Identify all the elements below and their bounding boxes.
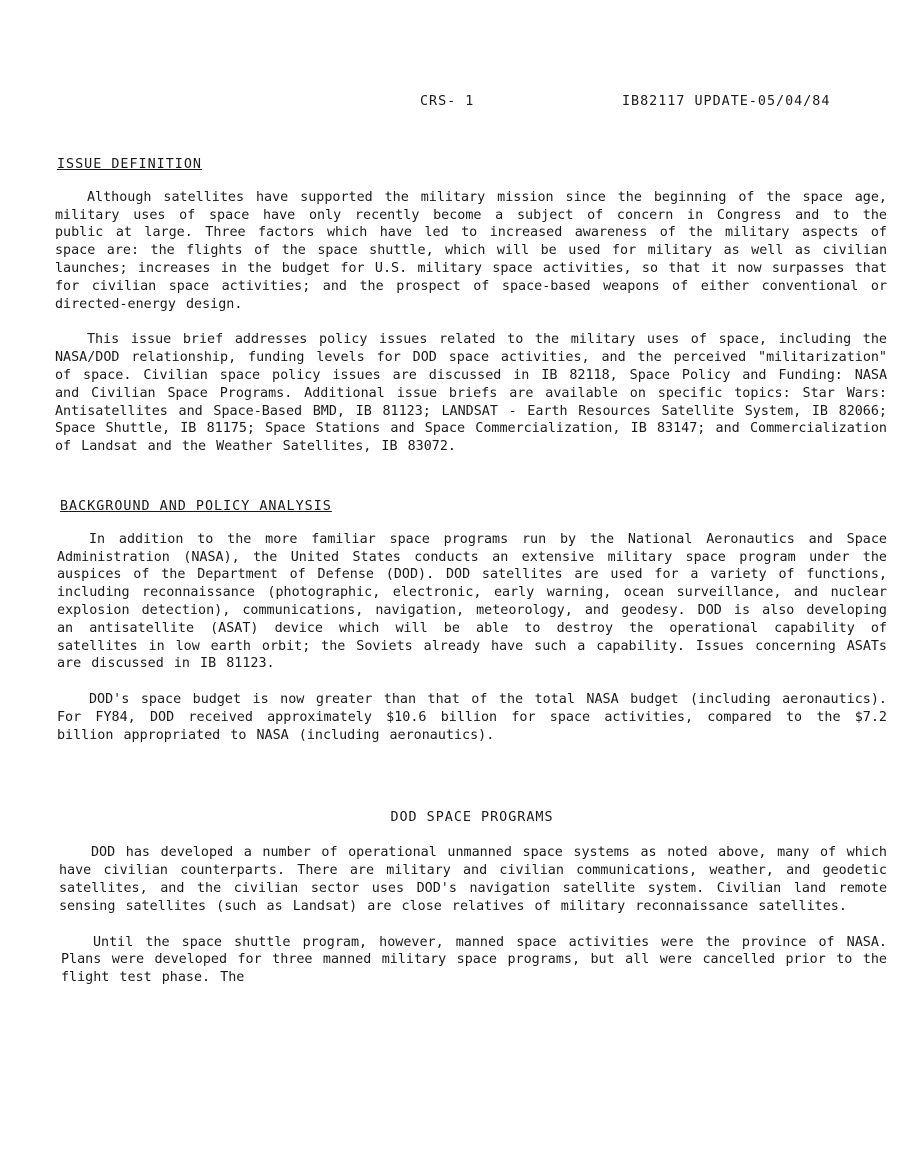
issue-definition-paragraph-1: Although satellites have supported the military mission since the beginning of the space age, military uses of space have only recently become a subject of concern in Congress and to the public at large. Three factors which have led to increased awareness of the military aspects of space are: the flights of the space shuttle, which will be used for military as well as civilian launches; increases in the budget for U.S. military space activities, so that it now surpasses that for civilian space activities; and the prospect of space-based weapons of either conventional or directed-energy design.: [55, 189, 887, 312]
dod-programs-paragraph-2: Until the space shuttle program, however, manned space activities were the province of NASA. Plans were developed for three manned military space programs, but all were cancelled prior to the flight test phase. The: [61, 934, 887, 986]
background-paragraph-2: DOD's space budget is now greater than that of the total NASA budget (including aeronautics). For FY84, DOD received approximately $10.6 billion for space activities, compared to the $7.2 billion appropriated to NASA (including aeronautics).: [57, 692, 887, 743]
issue-definition-paragraph-2: This issue brief addresses policy issues related to the military uses of space, including the NASA/DOD relationship, funding levels for DOD space activities, and the perceived "militarization" of space. Civilian space policy issues are discussed in IB 82118, Space Policy and Funding: NASA and Civilian Space Programs. Additional issue briefs are available on specific topics: Star Wars: Antisatellites and Space-Based BMD, IB 81123; LANDSAT - Earth Resources Satellite System, IB 82066; Space Shuttle, IB 81175; Space Stations and Space Commercialization, IB 83147; and Commercialization of Landsat and the Weather Satellites, IB 83072.: [55, 332, 887, 455]
background-paragraph-1: In addition to the more familiar space programs run by the National Aeronautics and Space Administration (NASA), the United States conducts an extensive military space program under the auspices of the Department of Defense (DOD). DOD satellites are used for a variety of functions, including reconnaissance (photographic, electronic, early warning, ocean surveillance, and nuclear explosion detection), communications, navigation, meteorology, and geodesy. DOD is also developing an antisatellite (ASAT) device which will be able to destroy the operational capability of satellites in low earth orbit; the Soviets already have such a capability. Issues concerning ASATs are discussed in IB 81123.: [57, 531, 887, 672]
dod-space-programs-heading: DOD SPACE PROGRAMS: [390, 809, 554, 825]
crs-page-number: CRS- 1: [420, 94, 475, 109]
issue-brief-id: IB82117 UPDATE-05/04/84: [622, 94, 831, 109]
page-header: [0, 94, 920, 114]
dod-programs-paragraph-1: DOD has developed a number of operational unmanned space systems as noted above, many of which have civilian counterparts. There are military and civilian communications, weather, and geodetic satellites, and the civilian sector uses DOD's navigation satellite system. Civilian land remote sensing satellites (such as Landsat) are close relatives of military reconnaissance satellites.: [59, 845, 887, 914]
issue-definition-heading: ISSUE DEFINITION: [57, 157, 202, 172]
document-body: [57, 156, 887, 987]
background-heading: BACKGROUND AND POLICY ANALYSIS: [60, 498, 332, 514]
